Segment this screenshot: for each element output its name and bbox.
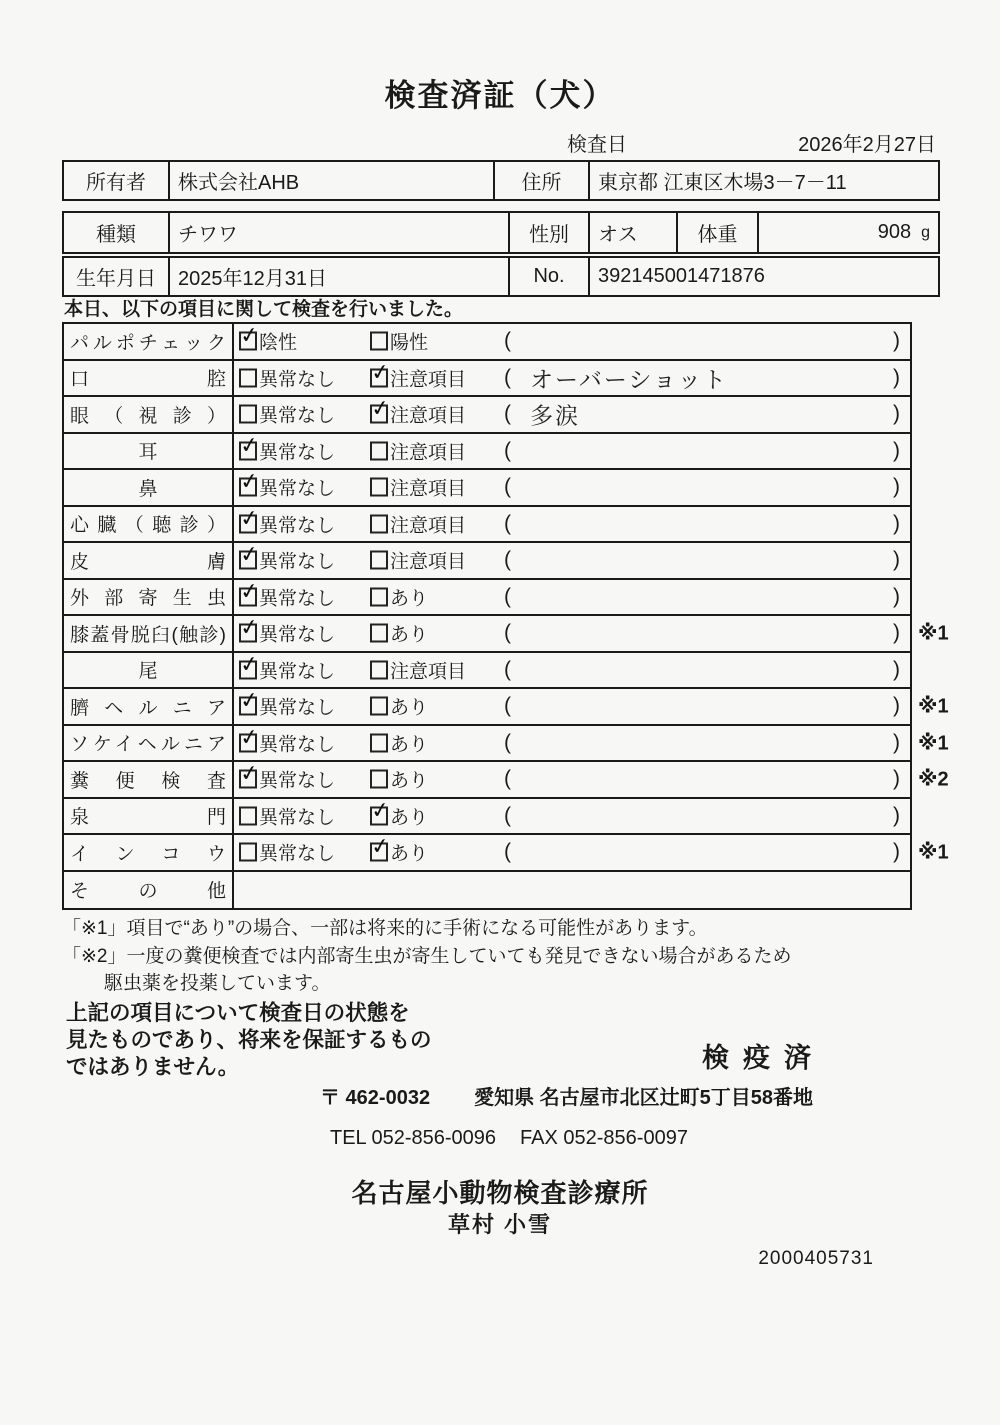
option2-label: あり bbox=[390, 734, 429, 756]
clinic-fax: FAX 052-856-0097 bbox=[520, 1127, 688, 1149]
option1-label: 異常なし bbox=[259, 515, 336, 537]
checklist-item-content bbox=[234, 613, 910, 651]
disclaimer-line3: ではありません。 bbox=[66, 1055, 240, 1079]
open-paren: ( bbox=[504, 438, 511, 462]
checklist-item-label: その他 bbox=[70, 881, 226, 903]
checklist-row bbox=[64, 540, 910, 580]
address-value: 東京都 江東区木場3－7－11 bbox=[598, 172, 847, 194]
open-paren: ( bbox=[504, 694, 511, 718]
checklist-row bbox=[64, 723, 949, 763]
checklist-row bbox=[64, 431, 910, 471]
option1-label: 異常なし bbox=[259, 369, 336, 391]
note-2-line1: 「※2」一度の糞便検査では内部寄生虫が寄生していても発見できない場合があるため bbox=[62, 946, 792, 967]
option1-checkbox[interactable] bbox=[239, 806, 257, 825]
option2-label: 注意項目 bbox=[390, 478, 467, 500]
birth-number-table bbox=[62, 256, 940, 297]
open-paren: ( bbox=[504, 584, 511, 608]
close-paren: ) bbox=[893, 803, 900, 827]
close-paren: ) bbox=[893, 621, 900, 645]
check-mark-icon: ✓ bbox=[238, 467, 261, 495]
check-mark-icon: ✓ bbox=[238, 540, 261, 568]
close-paren: ) bbox=[893, 365, 900, 389]
checklist-item-label: インコウ bbox=[70, 843, 226, 865]
option2-checkbox[interactable] bbox=[370, 332, 388, 351]
checklist-row bbox=[64, 504, 910, 544]
finding-handwritten-value[interactable]: オーバーショット bbox=[530, 366, 728, 393]
checklist-item-content bbox=[234, 650, 910, 688]
checklist-item-label-cell bbox=[64, 324, 234, 359]
option2-checkbox[interactable] bbox=[370, 660, 388, 679]
check-mark-icon: ✓ bbox=[238, 723, 261, 751]
owner-value: 株式会社AHB bbox=[170, 162, 495, 199]
checklist-row bbox=[64, 686, 949, 726]
finding-handwritten-value[interactable]: 多涙 bbox=[530, 402, 580, 429]
weight-unit: g bbox=[921, 223, 930, 241]
open-paren: ( bbox=[504, 840, 511, 864]
option2-label: あり bbox=[390, 843, 429, 865]
postal-code: 〒 462-0032 bbox=[320, 1087, 431, 1109]
page-title: 検査済証（犬） bbox=[384, 78, 616, 113]
open-paren: ( bbox=[504, 548, 511, 572]
option2-checkbox[interactable] bbox=[370, 514, 388, 533]
checklist-item-label-cell bbox=[64, 580, 234, 615]
checklist-item-label-cell bbox=[64, 361, 234, 396]
option2-checkbox[interactable] bbox=[370, 770, 388, 789]
check-mark-icon: ✓ bbox=[238, 613, 261, 641]
option1-checkbox[interactable] bbox=[238, 613, 261, 643]
close-paren: ) bbox=[893, 511, 900, 535]
note-1: 「※1」項目で“あり”の場合、一部は将来的に手術になる可能性があります。 bbox=[62, 918, 708, 939]
close-paren: ) bbox=[893, 767, 900, 791]
checklist-row bbox=[64, 394, 910, 434]
option1-label: 異常なし bbox=[259, 442, 336, 464]
close-paren: ) bbox=[893, 657, 900, 681]
checklist-row bbox=[64, 358, 910, 398]
weight-value-cell bbox=[759, 213, 938, 252]
check-mark-icon: ✓ bbox=[238, 431, 261, 459]
checklist-item-label: 口腔 bbox=[70, 369, 226, 391]
open-paren: ( bbox=[504, 730, 511, 754]
checklist-item-label: 鼻 bbox=[138, 478, 158, 500]
checklist-row bbox=[64, 832, 949, 872]
option2-checkbox[interactable] bbox=[370, 697, 388, 716]
open-paren: ( bbox=[504, 365, 511, 389]
checklist-item-content bbox=[234, 577, 910, 615]
option1-label: 異常なし bbox=[259, 807, 336, 829]
reference-mark: ※1 bbox=[918, 732, 949, 755]
sex-value: オス bbox=[590, 213, 678, 252]
sex-label: 性別 bbox=[510, 213, 590, 252]
option1-label: 陰性 bbox=[259, 332, 298, 354]
weight-label: 体重 bbox=[678, 213, 759, 252]
checklist-item-label: 膝蓋骨脱臼(触診) bbox=[70, 624, 226, 646]
option1-checkbox[interactable] bbox=[239, 368, 257, 387]
check-mark-icon: ✓ bbox=[369, 394, 392, 422]
registration-no-label: No. bbox=[510, 258, 590, 295]
checklist-item-label-cell bbox=[64, 397, 234, 432]
checklist-item-label-cell bbox=[64, 507, 234, 542]
pet-info-table bbox=[62, 211, 940, 254]
checklist-row bbox=[64, 650, 910, 690]
option2-label: 陽性 bbox=[390, 332, 429, 354]
check-mark-icon: ✓ bbox=[238, 686, 261, 714]
checklist-item-label: 眼（視診） bbox=[70, 405, 226, 427]
clinic-address: 愛知県 名古屋市北区辻町5丁目58番地 bbox=[474, 1087, 814, 1109]
option2-checkbox[interactable] bbox=[370, 733, 388, 752]
checklist-item-label-cell bbox=[64, 689, 234, 724]
option2-label: あり bbox=[390, 588, 429, 610]
checklist-row bbox=[64, 467, 910, 507]
check-mark-icon: ✓ bbox=[369, 358, 392, 386]
breed-label: 種類 bbox=[64, 213, 170, 252]
open-paren: ( bbox=[504, 475, 511, 499]
option2-label: 注意項目 bbox=[390, 661, 467, 683]
inspection-date-row bbox=[567, 128, 936, 157]
checklist-item-label: 心臓（聴診） bbox=[70, 515, 226, 537]
check-mark-icon: ✓ bbox=[369, 796, 392, 824]
checklist-row bbox=[64, 796, 910, 836]
checklist-item-label-cell bbox=[64, 872, 234, 909]
close-paren: ) bbox=[893, 584, 900, 608]
owner-label: 所有者 bbox=[64, 162, 170, 199]
intro-sentence: 本日、以下の項目に関して検査を行いました。 bbox=[64, 299, 464, 320]
inspection-date-label: 検査日 bbox=[567, 134, 627, 156]
checklist-item-label: 外部寄生虫 bbox=[70, 588, 226, 610]
option1-label: 異常なし bbox=[259, 624, 336, 646]
option1-label: 異常なし bbox=[259, 551, 336, 573]
reference-mark: ※1 bbox=[918, 622, 949, 645]
check-mark-icon: ✓ bbox=[238, 321, 261, 349]
option2-label: 注意項目 bbox=[390, 551, 467, 573]
checklist-item-content bbox=[234, 796, 910, 834]
disclaimer-line1: 上記の項目について検査日の状態を bbox=[66, 1001, 410, 1025]
option1-label: 異常なし bbox=[259, 697, 336, 719]
option1-checkbox[interactable] bbox=[238, 540, 261, 570]
close-paren: ) bbox=[893, 438, 900, 462]
checklist-item-label-cell bbox=[64, 470, 234, 505]
open-paren: ( bbox=[504, 767, 511, 791]
checklist-row bbox=[64, 872, 910, 909]
option2-label: 注意項目 bbox=[390, 369, 467, 391]
checklist-row bbox=[64, 759, 949, 799]
checklist-item-content bbox=[234, 504, 910, 542]
option2-checkbox[interactable] bbox=[369, 832, 392, 862]
clinic-contact-row bbox=[330, 1127, 688, 1150]
check-mark-icon: ✓ bbox=[238, 577, 261, 605]
checklist-item-label-cell bbox=[64, 762, 234, 797]
checklist-item-label-cell bbox=[64, 616, 234, 651]
reference-mark: ※1 bbox=[918, 841, 949, 864]
option1-checkbox[interactable] bbox=[238, 686, 261, 716]
option2-checkbox[interactable] bbox=[369, 796, 392, 825]
option1-label: 異常なし bbox=[259, 661, 336, 683]
close-paren: ) bbox=[893, 402, 900, 426]
checklist-item-label-cell bbox=[64, 726, 234, 761]
option1-label: 異常なし bbox=[259, 588, 336, 610]
checklist-item-content bbox=[234, 723, 910, 761]
option1-checkbox[interactable] bbox=[238, 759, 261, 789]
open-paren: ( bbox=[504, 511, 511, 535]
reference-mark: ※2 bbox=[918, 768, 949, 791]
option1-checkbox[interactable] bbox=[238, 467, 261, 497]
option2-checkbox[interactable] bbox=[370, 478, 388, 497]
option1-label: 異常なし bbox=[259, 734, 336, 756]
checklist-item-label: 糞便検査 bbox=[70, 770, 226, 792]
clinic-name: 名古屋小動物検査診療所 bbox=[351, 1178, 649, 1208]
birthdate-value: 2025年12月31日 bbox=[170, 258, 510, 295]
checklist-item-label: ソケイヘルニア bbox=[70, 734, 226, 756]
option1-checkbox[interactable] bbox=[238, 504, 261, 533]
open-paren: ( bbox=[504, 657, 511, 681]
serial-number: 2000405731 bbox=[758, 1248, 874, 1269]
checklist-item-label-cell bbox=[64, 653, 234, 688]
check-mark-icon: ✓ bbox=[369, 832, 392, 860]
checklist-item-label-cell bbox=[64, 434, 234, 469]
option2-checkbox[interactable] bbox=[369, 358, 392, 387]
option1-checkbox[interactable] bbox=[238, 650, 261, 679]
option2-label: あり bbox=[390, 697, 429, 719]
option1-label: 異常なし bbox=[259, 405, 336, 427]
checklist-item-content bbox=[234, 358, 910, 396]
option1-checkbox[interactable] bbox=[239, 405, 257, 424]
checklist-item-label-cell bbox=[64, 835, 234, 870]
check-mark-icon: ✓ bbox=[238, 504, 261, 532]
option2-label: あり bbox=[390, 770, 429, 792]
option2-checkbox[interactable] bbox=[370, 551, 388, 570]
close-paren: ) bbox=[893, 694, 900, 718]
checklist-item-label: 泉門 bbox=[70, 807, 226, 829]
option2-checkbox[interactable] bbox=[370, 587, 388, 606]
option1-label: 異常なし bbox=[259, 478, 336, 500]
open-paren: ( bbox=[504, 329, 511, 353]
address-label: 住所 bbox=[495, 162, 590, 199]
checklist-item-content bbox=[234, 759, 910, 797]
checklist-item-content bbox=[234, 540, 910, 578]
option1-checkbox[interactable] bbox=[238, 723, 261, 752]
checklist-item-label-cell bbox=[64, 799, 234, 834]
weight-value: 908 bbox=[877, 221, 912, 243]
note-2-line2: 駆虫薬を投薬しています。 bbox=[104, 973, 331, 994]
open-paren: ( bbox=[504, 402, 511, 426]
checklist-item-content bbox=[234, 431, 910, 469]
option1-checkbox[interactable] bbox=[239, 843, 257, 862]
check-mark-icon: ✓ bbox=[238, 650, 261, 678]
option2-label: 注意項目 bbox=[390, 405, 467, 427]
option2-label: 注意項目 bbox=[390, 442, 467, 464]
owner-table bbox=[62, 160, 940, 201]
open-paren: ( bbox=[504, 803, 511, 827]
clinic-address-row bbox=[320, 1081, 813, 1110]
checklist-item-content bbox=[234, 394, 910, 432]
examiner-name: 草村 小雪 bbox=[447, 1212, 553, 1237]
birthdate-label: 生年月日 bbox=[64, 258, 170, 295]
quarantine-stamp: 検疫済 bbox=[702, 1043, 825, 1073]
checklist-item-content bbox=[234, 872, 910, 909]
open-paren: ( bbox=[504, 621, 511, 645]
disclaimer-text bbox=[66, 1000, 432, 1081]
checklist-item-label: 尾 bbox=[138, 661, 158, 683]
checklist-row bbox=[64, 321, 910, 361]
checklist-row bbox=[64, 613, 949, 653]
checklist-item-label: 皮膚 bbox=[70, 551, 226, 573]
clinic-tel: TEL 052-856-0096 bbox=[330, 1127, 497, 1149]
breed-value: チワワ bbox=[170, 213, 510, 252]
option2-checkbox[interactable] bbox=[370, 624, 388, 643]
check-mark-icon: ✓ bbox=[238, 759, 261, 787]
checklist-item-label: 耳 bbox=[138, 442, 158, 464]
checklist-item-content bbox=[234, 467, 910, 505]
close-paren: ) bbox=[893, 840, 900, 864]
option2-checkbox[interactable] bbox=[370, 441, 388, 460]
reference-mark: ※1 bbox=[918, 695, 949, 718]
checklist-item-content bbox=[234, 686, 910, 724]
checklist-row bbox=[64, 577, 910, 617]
checklist-table bbox=[62, 321, 949, 910]
option2-checkbox[interactable] bbox=[369, 394, 392, 424]
close-paren: ) bbox=[893, 548, 900, 572]
close-paren: ) bbox=[893, 329, 900, 353]
checklist-item-label: パルポチェック bbox=[70, 332, 226, 354]
checklist-item-content bbox=[234, 321, 910, 359]
option1-label: 異常なし bbox=[259, 843, 336, 865]
option2-label: あり bbox=[390, 624, 429, 646]
checklist-item-label: 臍ヘルニア bbox=[70, 697, 226, 719]
option1-checkbox[interactable] bbox=[238, 321, 261, 351]
option2-label: 注意項目 bbox=[390, 515, 467, 537]
checklist-item-content bbox=[234, 832, 910, 870]
close-paren: ) bbox=[893, 730, 900, 754]
disclaimer-line2: 見たものであり、将来を保証するもの bbox=[66, 1028, 432, 1052]
checklist-item-label-cell bbox=[64, 543, 234, 578]
close-paren: ) bbox=[893, 475, 900, 499]
option1-checkbox[interactable] bbox=[238, 577, 261, 606]
inspection-date-value: 2026年2月27日 bbox=[798, 134, 936, 156]
option1-label: 異常なし bbox=[259, 770, 336, 792]
option2-label: あり bbox=[390, 807, 429, 829]
option1-checkbox[interactable] bbox=[238, 431, 261, 460]
registration-no-value: 392145001471876 bbox=[598, 265, 765, 287]
